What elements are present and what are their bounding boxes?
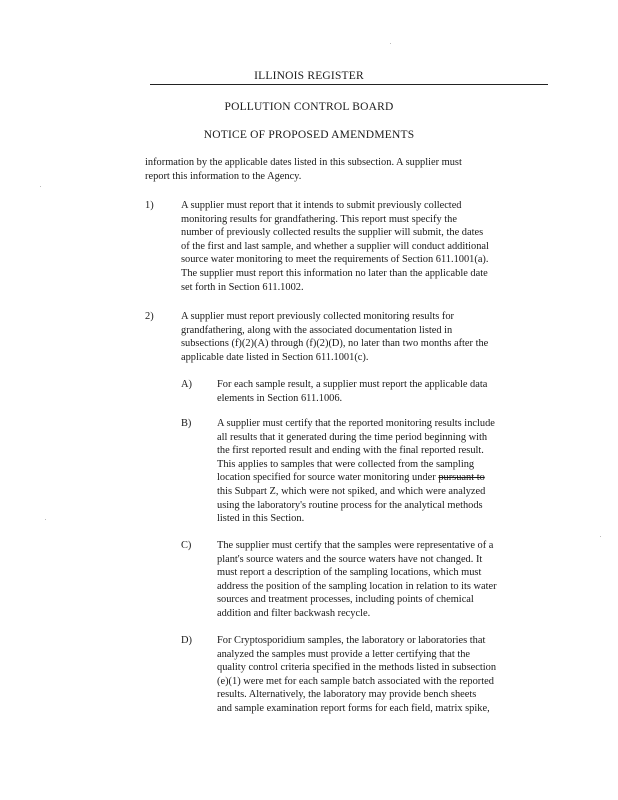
subitem-line: For Cryptosporidium samples, the laboratory or laboratories that <box>217 635 486 646</box>
subitem-a-paragraph <box>217 378 487 405</box>
subitem-line: this Subpart Z, which were not spiked, and which were analyzed <box>217 485 486 497</box>
subitem-line: elements in Section 611.1006. <box>217 392 343 404</box>
header-rule <box>150 84 548 85</box>
board-title: POLLUTION CONTROL BOARD <box>224 101 394 113</box>
scan-speck <box>600 536 601 537</box>
subitem-line: must report a description of the sampling locations, which must <box>217 567 482 579</box>
scan-speck <box>45 519 46 520</box>
subitem-line: using the laboratory's routine process for the analytical methods <box>217 499 483 511</box>
subitem-line: sources and treatment processes, including points of chemical <box>217 594 474 606</box>
intro-paragraph <box>145 156 462 183</box>
item-line: monitoring results for grandfathering. This report must specify the <box>181 213 457 225</box>
subitem-line: results. Alternatively, the laboratory may provide bench sheets <box>217 689 477 701</box>
subitem-line-with-strikethrough <box>217 471 495 485</box>
subitem-line: This applies to samples that were collected from the sampling <box>217 458 475 470</box>
subitem-b-paragraph <box>217 417 495 526</box>
item-line: source water monitoring to meet the requirements of Section 611.1001(a). <box>181 254 489 266</box>
item-line: The supplier must report this information no later than the applicable date <box>181 267 488 279</box>
subitem-line: the first reported result and ending with the final reported result. <box>217 445 484 457</box>
item-2-marker: 2) <box>145 311 154 322</box>
item-2-paragraph <box>181 310 488 364</box>
subitem-line: (e)(1) were met for each sample batch associated with the reported <box>217 675 494 687</box>
item-line: A supplier must report that it intends to submit previously collected <box>181 200 462 211</box>
subitem-line-text: location specified for source water monitoring under <box>217 472 436 484</box>
intro-line: report this information to the Agency. <box>145 170 302 182</box>
subitem-line: quality control criteria specified in the methods listed in subsection <box>217 662 497 674</box>
subitem-a-marker: A) <box>181 379 192 390</box>
subitem-line: and sample examination report forms for each field, matrix spike, <box>217 702 490 714</box>
notice-title: NOTICE OF PROPOSED AMENDMENTS <box>203 129 415 141</box>
subitem-c-paragraph <box>217 539 497 621</box>
subitem-d-marker: D) <box>181 635 192 646</box>
subitem-line: listed in this Section. <box>217 513 305 525</box>
subitem-line: plant's source waters and the source waters have not changed. It <box>217 553 483 565</box>
item-line: set forth in Section 611.1002. <box>181 281 304 293</box>
subitem-line: all results that it generated during the time period beginning with <box>217 431 488 443</box>
item-line: number of previously collected results the supplier will submit, the dates <box>181 227 484 239</box>
struck-text: pursuant to <box>438 472 485 484</box>
item-line: A supplier must report previously collected monitoring results for <box>181 311 454 322</box>
subitem-line: The supplier must certify that the samples were representative of a <box>217 540 494 551</box>
subitem-line: A supplier must certify that the reported monitoring results include <box>217 418 495 429</box>
subitem-line: For each sample result, a supplier must report the applicable data <box>217 379 488 390</box>
register-title: ILLINOIS REGISTER <box>254 70 364 82</box>
subitem-line: address the position of the sampling location in relation to its water <box>217 580 497 592</box>
subitem-line: addition and filter backwash recycle. <box>217 607 371 619</box>
item-line: grandfathering, along with the associated documentation listed in <box>181 324 453 336</box>
item-1-paragraph <box>181 199 489 294</box>
scan-speck <box>390 43 391 44</box>
intro-line: information by the applicable dates listed in this subsection. A supplier must <box>145 157 462 168</box>
subitem-d-paragraph <box>217 634 496 716</box>
item-line: applicable date listed in Section 611.1001(c). <box>181 351 369 363</box>
scan-speck <box>40 186 41 187</box>
subitem-line: analyzed the samples must provide a letter certifying that the <box>217 648 471 660</box>
item-line: of the first and last sample, and whether a supplier will conduct additional <box>181 240 489 252</box>
subitem-c-marker: C) <box>181 540 192 551</box>
item-line: subsections (f)(2)(A) through (f)(2)(D), no later than two months after the <box>181 338 489 350</box>
item-1-marker: 1) <box>145 200 154 211</box>
subitem-b-marker: B) <box>181 418 192 429</box>
